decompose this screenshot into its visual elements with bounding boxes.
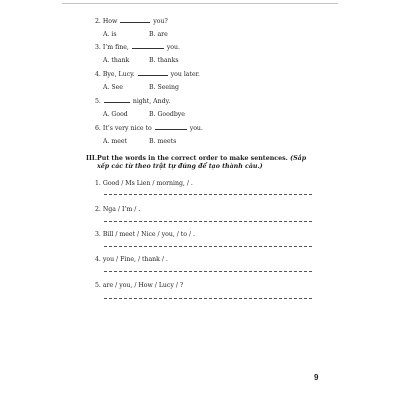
answer-options [95,31,335,38]
answer-blank[interactable] [155,124,187,130]
option-b[interactable]: B. meets [149,138,177,145]
instruction-vietnamese: (Sắp xếp các từ theo trật tự đúng để tạo thành câu.) [97,155,307,170]
question-number: 5. [95,98,101,105]
stem-before-blank: It’s very nice to [102,125,152,132]
stem-before-blank: Bye, Lucy. [102,71,135,78]
option-b[interactable]: B. are [149,31,168,38]
section-instruction [97,155,318,171]
answer-options [95,84,335,91]
section-3-heading [86,155,318,171]
answer-line-3[interactable] [104,246,312,247]
question-stem [95,43,335,51]
question-number: 3. [95,44,101,51]
question-6 [95,124,335,145]
option-b[interactable]: B. Goodbye [149,111,185,118]
answer-options [95,57,335,64]
stem-after-blank: you later. [170,71,200,78]
option-a[interactable]: A. Good [103,111,128,118]
question-stem [95,70,335,78]
option-a[interactable]: A. thank [103,57,130,64]
stem-before-blank: How [102,18,118,25]
stem-before-blank: I’m fine, [102,44,129,51]
stem-after-blank: you. [189,125,203,132]
option-b[interactable]: B. thanks [149,57,179,64]
section-number: III. [86,155,98,162]
page-number: 9 [314,373,319,382]
answer-options [95,111,335,118]
stem-after-blank: you? [153,18,168,25]
question-5 [95,97,335,118]
question-stem [95,97,335,105]
answer-line-1[interactable] [104,194,312,195]
answer-blank[interactable] [120,17,150,23]
question-number: 4. [95,71,101,78]
answer-line-5[interactable] [104,298,312,299]
question-4 [95,70,335,91]
answer-line-2[interactable] [104,221,312,222]
option-b[interactable]: B. Seeing [149,84,179,91]
question-2 [95,17,335,38]
answer-blank[interactable] [104,97,130,103]
sentence-item-5: 5. are / you, / How / Lucy / ? [95,282,184,289]
question-number: 6. [95,125,101,132]
question-number: 2. [95,18,101,25]
answer-options [95,138,335,145]
question-stem [95,124,335,132]
option-a[interactable]: A. See [103,84,123,91]
answer-blank[interactable] [132,43,164,49]
stem-after-blank: you. [166,44,180,51]
option-a[interactable]: A. meet [103,138,128,145]
option-a[interactable]: A. is [103,31,117,38]
answer-blank[interactable] [138,70,168,76]
answer-line-4[interactable] [104,271,312,272]
instruction-english: Put the words in the correct order to make sentences. [97,155,288,162]
question-3 [95,43,335,64]
sentence-item-2: 2. Nga / I’m / . [95,206,141,213]
sentence-item-1: 1. Good / Ms Lien / morning, / . [95,180,193,187]
sentence-item-3: 3. Bill / meet / Nice / you, / to / . [95,231,195,238]
question-stem [95,17,335,25]
stem-after-blank: night, Andy. [132,98,171,105]
sentence-item-4: 4. you / Fine, / thank / . [95,256,168,263]
